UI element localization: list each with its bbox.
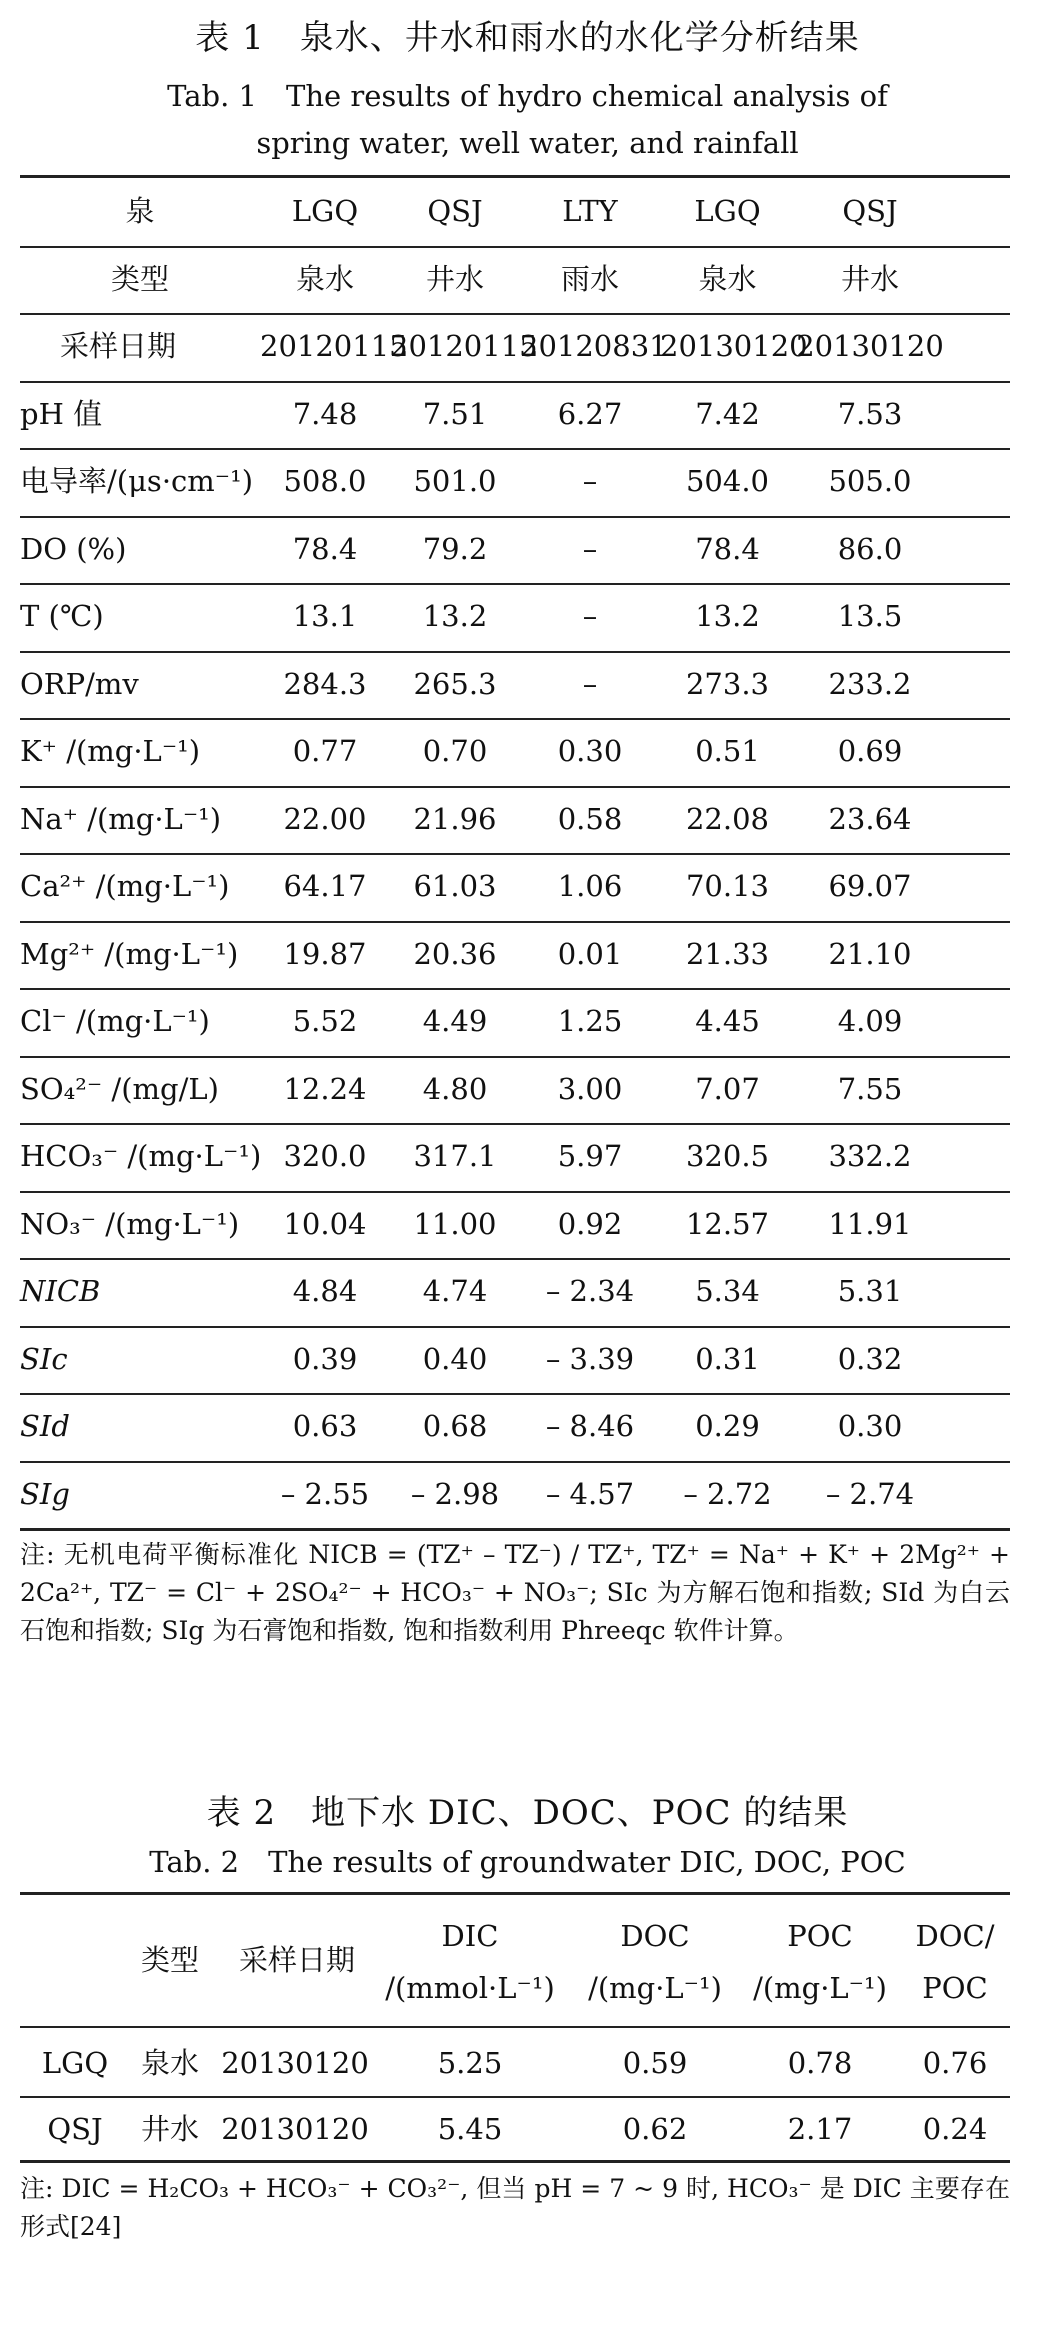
table-cell: –: [582, 464, 598, 498]
table2-header-poc-unit: /(mg·L⁻¹): [753, 1971, 887, 2005]
table-cell: 19.87: [283, 936, 367, 971]
table-row: [20, 381, 1010, 448]
table-cell: 12.57: [685, 1206, 770, 1241]
table-cell: 1.06: [557, 869, 623, 903]
table2-title-cn: 表 2 地下水 DIC、DOC、POC 的结果: [206, 1793, 849, 1833]
table1-title-en-line1: Tab. 1 The results of hydro chemical analysis of: [167, 79, 888, 113]
table-cell: –: [582, 666, 598, 701]
table-cell: 332.2: [828, 1139, 912, 1173]
table-cell: 4.80: [422, 1071, 488, 1106]
table2-top-rule: [20, 1892, 1010, 1895]
table-cell: 6.27: [557, 396, 623, 431]
table-cell: 69.07: [828, 869, 912, 903]
table-cell: 0.01: [557, 936, 623, 971]
table-cell: 1.25: [557, 1004, 623, 1038]
table-cell: 7.55: [837, 1071, 903, 1106]
table-cell: 501.0: [413, 464, 497, 498]
table1-title-en-line2: spring water, well water, and rainfall: [256, 126, 799, 160]
row-label: 采样日期: [60, 329, 177, 363]
table2-note: 注: DIC = H₂CO₃ + HCO₃⁻ + CO₃²⁻, 但当 pH = 7 ~ 9 时, HCO₃⁻ 是 DIC 主要存在形式[24]: [20, 2174, 1010, 2241]
table-cell: 0.59: [622, 2046, 688, 2080]
table-cell: 0.40: [422, 1341, 488, 1376]
table-cell: 0.32: [837, 1341, 903, 1376]
table-cell: 265.3: [413, 666, 497, 701]
header-cell: 雨水: [560, 261, 619, 296]
row-label: NICB: [20, 1274, 101, 1308]
row-label: pH 值: [20, 396, 103, 431]
header-cell: QSJ: [427, 194, 483, 228]
table2-header-doc: DOC: [620, 1919, 690, 1953]
table-cell: 7.48: [292, 396, 358, 431]
table-cell: 7.07: [695, 1071, 760, 1106]
table-cell: 0.78: [787, 2046, 853, 2080]
row-label: SO₄²⁻ /(mg/L): [20, 1071, 219, 1106]
table-cell: 0.76: [922, 2046, 988, 2080]
table-cell: 11.91: [828, 1206, 912, 1241]
table-cell: 5.45: [437, 2112, 503, 2146]
header-cell: 类型: [110, 261, 169, 296]
row-label: SIc: [20, 1341, 68, 1376]
table-cell: 320.0: [283, 1139, 367, 1173]
table-cell: 22.00: [283, 801, 367, 836]
table-cell: 505.0: [828, 464, 912, 498]
header-cell: QSJ: [842, 194, 898, 228]
table-cell: 273.3: [685, 666, 770, 701]
table2-header-date: 采样日期: [238, 1943, 355, 1977]
table-cell: 0.62: [622, 2112, 688, 2146]
table-cell: – 2.98: [410, 1476, 500, 1511]
table-cell: 5.34: [695, 1274, 760, 1308]
row-label: Na⁺ /(mg·L⁻¹): [20, 801, 222, 836]
row-label: K⁺ /(mg·L⁻¹): [20, 734, 201, 768]
table2-bottom-rule: [20, 2160, 1010, 2163]
table-cell: 4.84: [292, 1274, 358, 1308]
table1-title-cn: 表 1 泉水、井水和雨水的水化学分析结果: [195, 18, 860, 58]
table-cell: 0.24: [922, 2112, 988, 2146]
row-label: T (℃): [20, 599, 104, 633]
table-cell: 5.31: [837, 1274, 903, 1308]
table-cell: 0.92: [557, 1206, 623, 1241]
table-row: [20, 853, 1010, 920]
table-cell: 4.49: [422, 1004, 488, 1038]
table-cell: 320.5: [685, 1139, 770, 1173]
table-cell: 20120115: [260, 329, 408, 363]
table-cell: 20120831: [520, 329, 668, 363]
table-cell: 4.09: [837, 1004, 903, 1038]
header-cell: LGQ: [694, 194, 761, 228]
table-cell: 79.2: [422, 531, 488, 566]
table-cell: 233.2: [828, 666, 912, 701]
table1-header-row: [20, 246, 1010, 313]
table-cell: 4.45: [695, 1004, 760, 1038]
table-cell: 284.3: [283, 666, 367, 701]
table-cell: 11.00: [413, 1206, 497, 1241]
table-cell: 20.36: [413, 936, 497, 971]
table-cell: 86.0: [837, 531, 903, 566]
table-cell: 61.03: [413, 869, 497, 903]
table-cell: 13.2: [422, 599, 488, 633]
table-cell: 2.17: [787, 2112, 853, 2146]
header-cell: LGQ: [291, 194, 359, 228]
table1-note: 注: 无机电荷平衡标准化 NICB = (TZ⁺ – TZ⁻) / TZ⁺, TZ⁺ = Na⁺ + K⁺ + 2Mg²⁺ + 2Ca²⁺, TZ⁻ = Cl⁻ + 2SO₄²⁻ + HCO₃⁻ + NO₃⁻; SIc 为方解石饱和指数; SId 为白云石饱和指数; SIg 为石膏饱和指数, 饱和指数利用 Phreeqc 软件计算。: [20, 1540, 1010, 1645]
table-cell: 13.5: [837, 599, 903, 633]
table-cell: 井水: [140, 2112, 199, 2146]
row-label: Ca²⁺ /(mg·L⁻¹): [20, 869, 230, 903]
table-cell: 0.39: [292, 1341, 358, 1376]
table-cell: 5.97: [557, 1139, 623, 1173]
table-cell: 20130120: [796, 329, 944, 363]
header-cell: 泉: [125, 194, 155, 228]
table-cell: 0.63: [292, 1409, 358, 1443]
table-cell: 0.29: [695, 1409, 760, 1443]
table1-bottom-rule: [20, 1528, 1010, 1531]
table-cell: 0.51: [695, 734, 760, 768]
table2-header-doc-unit: /(mg·L⁻¹): [588, 1971, 722, 2005]
table-cell: 泉水: [140, 2046, 199, 2080]
table-row: [20, 2030, 1010, 2097]
row-label: SIg: [20, 1476, 70, 1511]
table-cell: 7.42: [695, 396, 760, 431]
table-cell: 508.0: [283, 464, 367, 498]
table2-header-rule: [20, 2026, 1010, 2028]
table-cell: 21.96: [413, 801, 497, 836]
table-cell: 70.13: [685, 869, 770, 903]
table-cell: 12.24: [283, 1071, 367, 1106]
table-row: [20, 1326, 1010, 1393]
table-row: [20, 1123, 1010, 1190]
table-row: [20, 313, 1010, 380]
table-cell: QSJ: [47, 2112, 103, 2146]
table-cell: 0.30: [557, 734, 623, 768]
header-cell: 井水: [425, 261, 484, 296]
table-cell: 0.58: [557, 801, 623, 836]
table-row: [20, 1461, 1010, 1528]
table-cell: 13.1: [292, 599, 358, 633]
table2-title-en: Tab. 2 The results of groundwater DIC, DOC, POC: [149, 1845, 906, 1879]
table-row: [20, 718, 1010, 785]
table-cell: 5.52: [292, 1004, 358, 1038]
table-row: [20, 988, 1010, 1055]
table-cell: 3.00: [557, 1071, 623, 1106]
table-cell: – 2.72: [683, 1476, 772, 1511]
table-cell: 4.74: [422, 1274, 488, 1308]
row-label: Mg²⁺ /(mg·L⁻¹): [20, 936, 239, 971]
table-row: [20, 1056, 1010, 1123]
table-cell: 22.08: [685, 801, 770, 836]
table-row: [20, 2096, 1010, 2163]
table-cell: 0.69: [837, 734, 903, 768]
table-cell: 21.33: [685, 936, 770, 971]
table-cell: 0.31: [695, 1341, 760, 1376]
table-cell: 504.0: [685, 464, 770, 498]
table1-header-row: [20, 178, 1010, 245]
table-cell: 23.64: [828, 801, 912, 836]
table-cell: 64.17: [283, 869, 367, 903]
table2-header-ratio: DOC/: [915, 1919, 995, 1953]
table-cell: –: [582, 599, 598, 633]
row-label: 电导率/(μs·cm⁻¹): [20, 464, 254, 498]
table-cell: 78.4: [292, 531, 358, 566]
table-row: [20, 516, 1010, 583]
table-cell: 20130120: [221, 2046, 369, 2080]
table-row: [20, 1393, 1010, 1460]
row-label: NO₃⁻ /(mg·L⁻¹): [20, 1206, 240, 1241]
table2-header-poc: POC: [787, 1919, 853, 1953]
table-cell: 20120115: [390, 329, 538, 363]
table-row: [20, 786, 1010, 853]
table-cell: – 2.34: [545, 1274, 635, 1308]
table-row: [20, 651, 1010, 718]
table-cell: LGQ: [41, 2046, 109, 2080]
header-cell: 泉水: [295, 261, 354, 296]
table-cell: 13.2: [695, 599, 760, 633]
table2-header-ratio-bottom: POC: [922, 1971, 988, 2005]
row-label: DO (%): [20, 531, 127, 566]
table2-header-dic-unit: /(mmol·L⁻¹): [385, 1971, 555, 2005]
table-cell: 78.4: [695, 531, 760, 566]
row-label: HCO₃⁻ /(mg·L⁻¹): [20, 1139, 262, 1173]
table-row: [20, 448, 1010, 515]
table2-header-type: 类型: [140, 1943, 199, 1977]
table-cell: 10.04: [283, 1206, 367, 1241]
table-row: [20, 1191, 1010, 1258]
table-row: [20, 1258, 1010, 1325]
table-cell: 317.1: [413, 1139, 497, 1173]
row-label: SId: [20, 1409, 70, 1443]
table-cell: – 8.46: [545, 1409, 635, 1443]
table-cell: 7.51: [422, 396, 488, 431]
table-cell: – 3.39: [545, 1341, 635, 1376]
table-cell: 0.77: [292, 734, 358, 768]
table2-header-dic: DIC: [441, 1919, 499, 1953]
table-cell: – 2.55: [280, 1476, 370, 1511]
row-label: ORP/mv: [20, 666, 139, 701]
table-row: [20, 583, 1010, 650]
table-cell: 0.30: [837, 1409, 903, 1443]
table-cell: 21.10: [828, 936, 912, 971]
header-cell: LTY: [562, 194, 618, 228]
table-cell: 20130120: [221, 2112, 369, 2146]
table-cell: 0.70: [422, 734, 488, 768]
table-row: [20, 921, 1010, 988]
table-cell: 7.53: [837, 396, 903, 431]
table-cell: 20130120: [660, 329, 808, 363]
table-cell: –: [582, 531, 598, 566]
header-cell: 泉水: [698, 261, 757, 296]
table-cell: 5.25: [437, 2046, 503, 2080]
table-cell: – 2.74: [825, 1476, 915, 1511]
row-label: Cl⁻ /(mg·L⁻¹): [20, 1004, 210, 1038]
table-cell: – 4.57: [545, 1476, 635, 1511]
table-cell: 0.68: [422, 1409, 488, 1443]
header-cell: 井水: [840, 261, 899, 296]
